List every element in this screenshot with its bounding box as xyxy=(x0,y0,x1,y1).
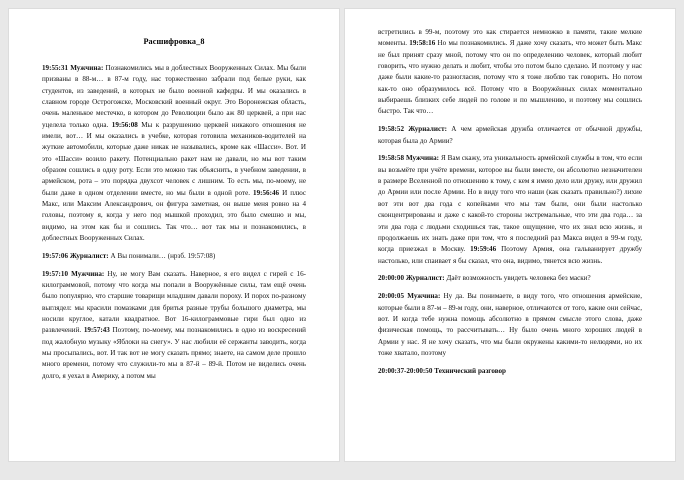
speaker-label: Журналист: xyxy=(69,251,109,260)
timestamp: 19:57:10 xyxy=(42,269,69,278)
document-page-1 xyxy=(9,9,339,461)
paragraph-text: Ну да. Вы понимаете, в виду того, что отношения армейские, которые были в 87-м – 89-м году, они, наверное, отличаются от того, какие они сейчас, вот. И когда тебе нужна помощь абсолютно в прямом смысле этого слова, даже физическая помощь, то рассчитывать… Ну было очень много хороших людей в Армии у нас. Я не хочу сказать, что мы были окружены какими-то нелюдями, но их тоже хватало, поэтому xyxy=(378,292,643,357)
transcript-paragraph xyxy=(42,63,306,245)
transcript-paragraph xyxy=(378,124,642,147)
paragraph-text: Познакомились мы в доблестных Вооруженных Силах. Мы были призваны в 88-м… в 87-м году, нас торжественно забрали под белые руки, как студентов, из заведений, в которых не было военной кафедры. И мы оказались в славном городе Острогожске, Московский военный округ. Это Воронежская область, очень маленькое местечко, в котором до Революции было аж 80 церквей, а при нас уцелела только одна. xyxy=(42,63,306,129)
technical-note: 20:00:37-20:00:50 Технический разговор xyxy=(378,366,506,375)
paragraph-text: Я Вам скажу, эта уникальность армейской службы в том, что если вы возьмёте при учёте времени, которое вы были вместе, он абсолютно незначителен в размере Вселенной по отношению к тому, с кем я имею дело или дружу, или дружил до Армии или после Армии. Но в виду того что наши (как сказать правильно?) лихие вот эти вот два года с копейками что мы там были, они были настолько сконцентрированы и даже с какой-то стороны экстремальные, что эти два года… за эти два года с людьми сходишься так, такое ощущение, что их знал всю жизнь, и продолжаешь их знать даже при том, что я последний раз Макса видел в 99-м году, когда приезжал в Москву. xyxy=(378,154,643,254)
transcript-paragraph xyxy=(42,251,306,262)
timestamp: 19:57:06 xyxy=(42,251,69,260)
paragraph-text: Даёт возможность увидеть человека без маски? xyxy=(444,274,591,283)
speaker-label: Мужчина: xyxy=(70,63,104,72)
paragraph-text-cont: Но мы познакомились. Я даже хочу сказать, что может быть Макс не был принят сразу мной, потому что он по определению человек, который любит говорить, что нужно делать и любит, чтобы это потом было сделано. И поэтому у нас даже были какие-то разногласия, потому что я тоже люблю так говорить. Но потом как-то оно образумилось всё. Потому что в Вооружённых силах моментально выбираешь близких себе людей по голове и по мышлению, и поэтому мы сошлись быстро. Так что… xyxy=(378,39,642,116)
transcript-paragraph xyxy=(378,153,642,266)
paragraph-text-cont: И плюс Макс, или Максим Александрович, он фигура заметная, он выше меня ровно на 4 головы, поэтому я, когда у него под мышкой проходил, это было смешно и мы, видимо, на этом как бы и сошлись. Так что… вот так мы и познакомились, в доблестных Вооруженных Силах. xyxy=(42,188,307,242)
inline-timestamp: 19:56:08 xyxy=(111,120,138,129)
speaker-label: Журналист: xyxy=(405,274,445,283)
timestamp: 20:00:05 xyxy=(378,292,405,301)
inline-timestamp: 19:58:16 xyxy=(409,39,436,48)
transcript-paragraph xyxy=(378,291,642,359)
inline-timestamp: 19:59:46 xyxy=(470,245,497,254)
transcript-paragraph xyxy=(378,27,642,118)
speaker-label: Журналист: xyxy=(408,125,447,134)
paragraph-text: Ну, не могу Вам сказать. Наверное, я его видел с гирей с 16-килограммовой, потому что когда мы попали в Вооружённые силы, там ещё очень было популярно, что старшие товарищи младшим давали пороху. И порох по-разному выглядел: мы красили помазками для бритья разные трубы большого диаметра, мы носили круглое, катали квадратное. Вот 16-килограммовые гири был одно из развлечений. xyxy=(42,269,306,335)
transcript-paragraph xyxy=(42,269,306,382)
timestamp: 19:58:52 xyxy=(378,125,405,134)
transcript-paragraph xyxy=(378,273,642,284)
inline-timestamp: 19:56:46 xyxy=(253,188,280,197)
document-page-2 xyxy=(345,9,675,461)
paragraph-text: встретились в 99-м, поэтому это как стирается немножко в памяти, такие мелкие моменты. xyxy=(378,28,642,48)
paragraph-text: А Вы понимали… (нрзб. 19:57:08) xyxy=(108,251,216,260)
paragraph-text-cont: Поэтому Армия, она гальванирует дружбу настолько, или спаивает я бы сказал, что она, видимо, тянется всю жизнь. xyxy=(378,245,643,265)
speaker-label: Мужчина: xyxy=(405,154,440,163)
paragraph-text-cont: Поэтому, по-моему, мы познакомились в одно из воскресений под жалобную музыку «Яблоки на снегу». У нас любили её сержанты заводить, когда мы просыпались, вот. И так вот не могу сказать прямо; знаете, на самом деле прошло много времени, потому что служили-то мы в 87-й – 89-й. Потом не виделись очень долго, я уехал в Америку, а потом мы xyxy=(42,326,306,380)
timestamp: 19:55:31 xyxy=(42,63,69,72)
paragraph-text-cont: Мы к разрушению церквей никакого отношения не имели, вот… И мы оказались в учебке, которая готовила механиков-водителей на жуткие автомобили, которые даже никак не назывались, кроме как «Шасси». Вот. И это «Шасси» возило ракету. Потенциально ракет нам не давали, но мы вот таким образом сошлись в одну роту. Если это можно так объяснить, в учебном заведении, в армейском, рота – это порядка двухсот человек с лишним. То есть мы, по-моему, не были даже в одном отделении вместе, но мы были в одной роте. xyxy=(42,120,306,197)
page-title: Расшифровка_8 xyxy=(143,37,205,46)
page-2-content xyxy=(378,27,642,377)
timestamp: 20:00:00 xyxy=(378,274,405,283)
speaker-label: Мужчина: xyxy=(407,292,441,301)
paragraph-text: А чем армейская дружба отличается от обычной дружбы, которая была до Армии? xyxy=(378,125,642,145)
timestamp: 19:58:58 xyxy=(378,154,405,163)
page-1-content xyxy=(42,37,306,382)
inline-timestamp: 19:57:43 xyxy=(83,326,110,335)
speaker-label: Мужчина: xyxy=(71,269,105,278)
